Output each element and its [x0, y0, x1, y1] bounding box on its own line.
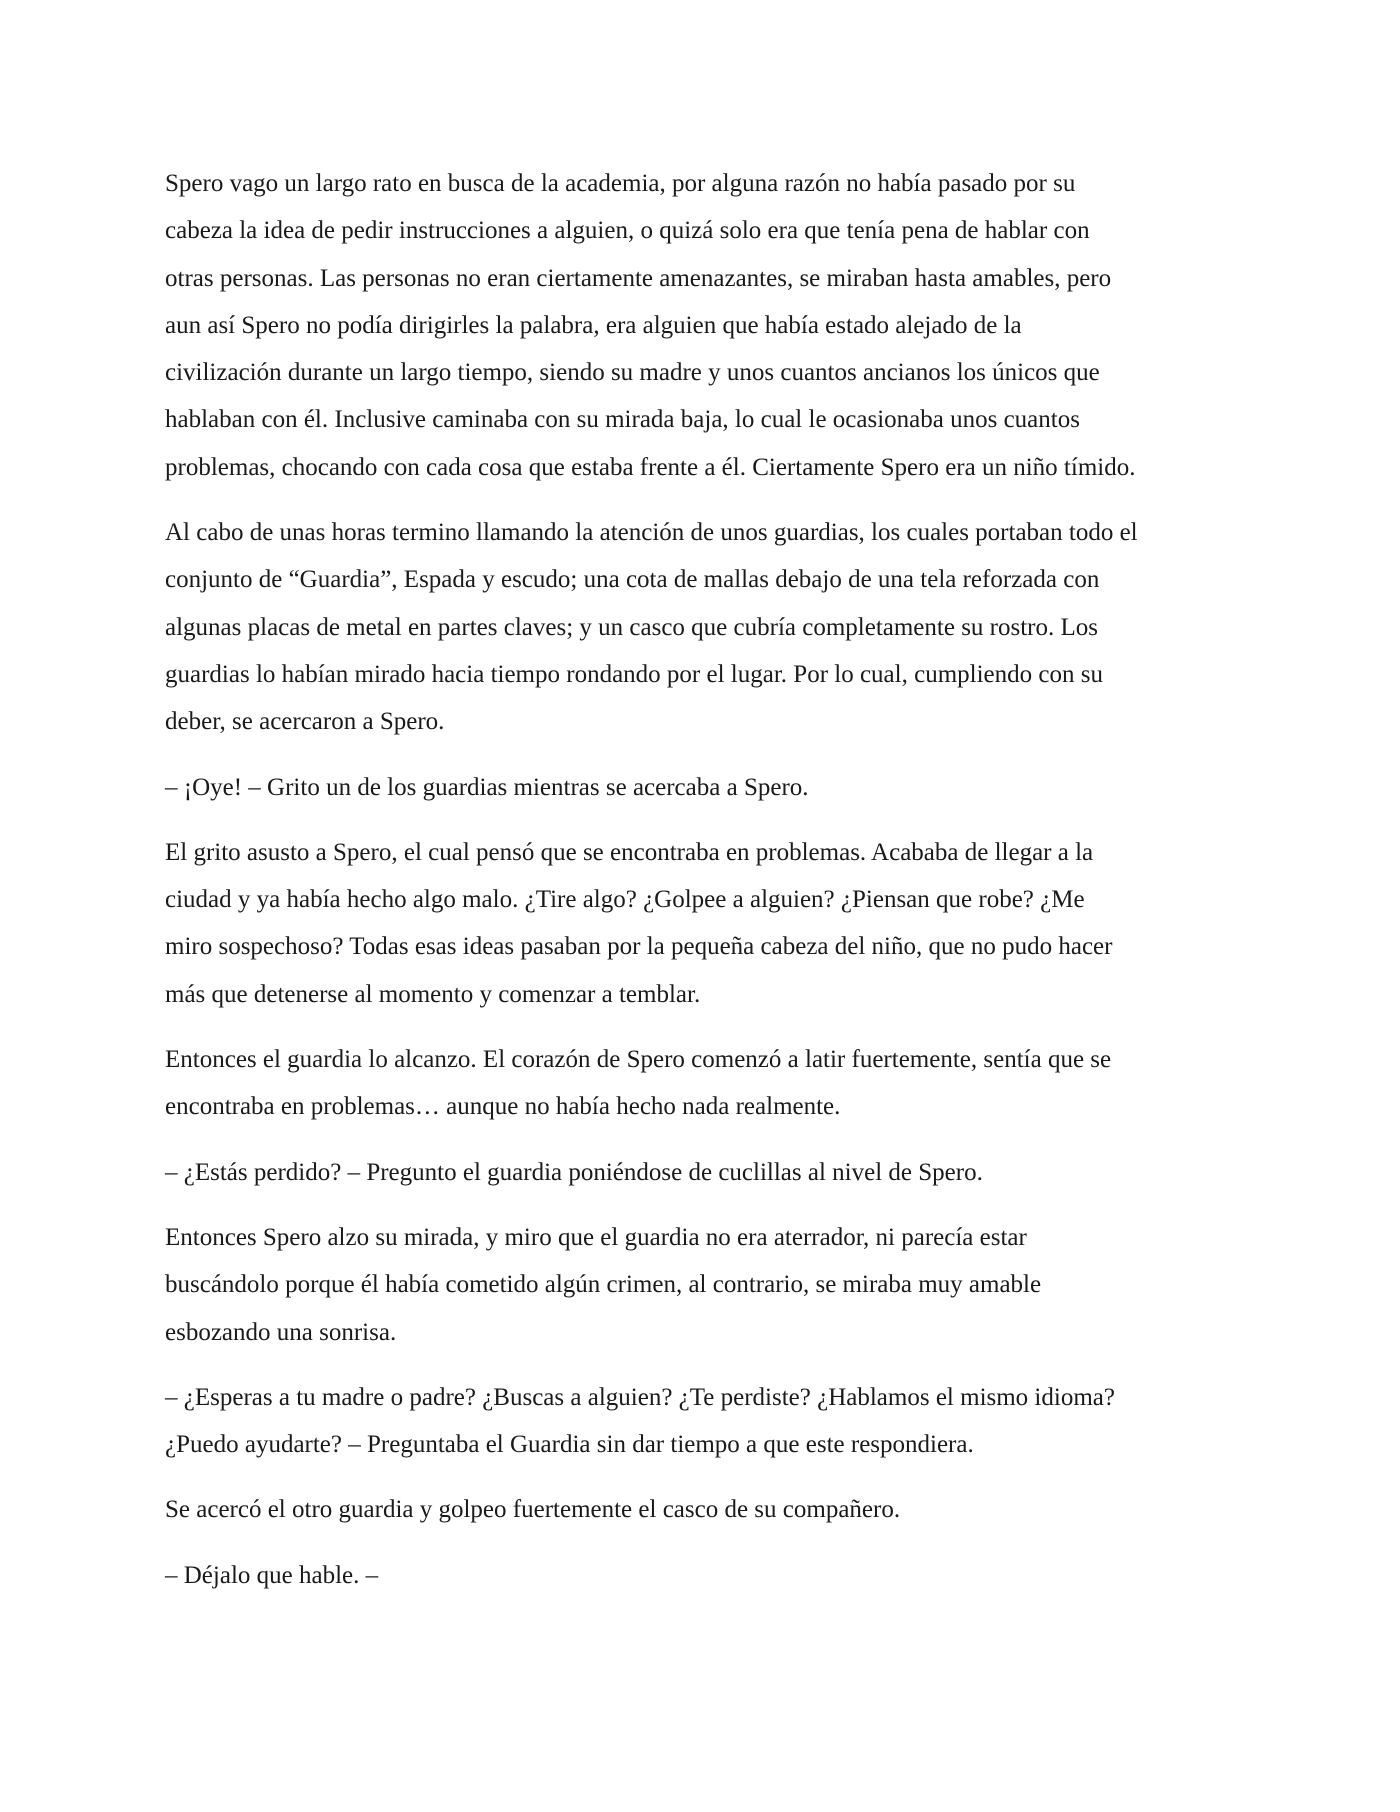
text-line: Al cabo de unas horas termino llamando la atención de unos guardias, los cuales portaban todo el [165, 519, 1138, 547]
text-line: Entonces Spero alzo su mirada, y miro que el guardia no era aterrador, ni parecía estar [165, 1223, 1027, 1251]
text-line: – ¿Esperas a tu madre o padre? ¿Buscas a alguien? ¿Te perdiste? ¿Hablamos el mismo idioma? [165, 1383, 1115, 1411]
text-line: – ¡Oye! – Grito un de los guardias mientras se acercaba a Spero. [165, 773, 809, 801]
paragraph-9 [165, 1486, 1245, 1533]
text-line: cabeza la idea de pedir instrucciones a alguien, o quizá solo era que tenía pena de hablar con [165, 217, 1090, 245]
paragraph-2 [165, 509, 1245, 745]
paragraph-5 [165, 1036, 1245, 1131]
text-line: otras personas. Las personas no eran ciertamente amenazantes, se miraban hasta amables, pero [165, 264, 1112, 292]
text-line: deber, se acercaron a Spero. [165, 708, 445, 736]
text-line: El grito asusto a Spero, el cual pensó que se encontraba en problemas. Acababa de llegar a la [165, 838, 1094, 866]
text-line: más que detenerse al momento y comenzar a temblar. [165, 980, 701, 1008]
document-body [165, 160, 1245, 1617]
text-line: ciudad y ya había hecho algo malo. ¿Tire algo? ¿Golpee a alguien? ¿Piensan que robe? ¿Me [165, 886, 1085, 914]
text-line: Se acercó el otro guardia y golpeo fuertemente el casco de su compañero. [165, 1496, 901, 1524]
text-line: ¿Puedo ayudarte? – Preguntaba el Guardia sin dar tiempo a que este respondiera. [165, 1431, 974, 1459]
text-line: – ¿Estás perdido? – Pregunto el guardia poniéndose de cuclillas al nivel de Spero. [165, 1158, 983, 1186]
paragraph-6 [165, 1149, 1245, 1196]
paragraph-1 [165, 160, 1245, 491]
text-line: encontraba en problemas… aunque no había hecho nada realmente. [165, 1093, 841, 1121]
paragraph-4 [165, 829, 1245, 1018]
text-line: hablaban con él. Inclusive caminaba con su mirada baja, lo cual le ocasionaba unos cuantos [165, 406, 1080, 434]
text-line: problemas, chocando con cada cosa que estaba frente a él. Ciertamente Spero era un niño tímido. [165, 453, 1136, 481]
paragraph-10 [165, 1552, 1245, 1599]
text-line: civilización durante un largo tiempo, siendo su madre y unos cuantos ancianos los únicos que [165, 359, 1100, 387]
text-line: buscándolo porque él había cometido algún crimen, al contrario, se miraba muy amable [165, 1271, 1042, 1299]
paragraph-7 [165, 1214, 1245, 1356]
text-line: esbozando una sonrisa. [165, 1318, 397, 1346]
paragraph-8 [165, 1374, 1245, 1469]
text-line: algunas placas de metal en partes claves; y un casco que cubría completamente su rostro. Los [165, 613, 1098, 641]
text-line: – Déjalo que hable. – [165, 1561, 379, 1589]
text-line: conjunto de “Guardia”, Espada y escudo; una cota de mallas debajo de una tela reforzada con [165, 566, 1100, 594]
paragraph-3 [165, 764, 1245, 811]
text-line: Entonces el guardia lo alcanzo. El corazón de Spero comenzó a latir fuertemente, sentía que se [165, 1046, 1112, 1074]
text-line: miro sospechoso? Todas esas ideas pasaban por la pequeña cabeza del niño, que no pudo hacer [165, 933, 1113, 961]
text-line: aun así Spero no podía dirigirles la palabra, era alguien que había estado alejado de la [165, 311, 1022, 339]
text-line: Spero vago un largo rato en busca de la academia, por alguna razón no había pasado por su [165, 170, 1076, 197]
text-line: guardias lo habían mirado hacia tiempo rondando por el lugar. Por lo cual, cumpliendo con su [165, 660, 1103, 688]
